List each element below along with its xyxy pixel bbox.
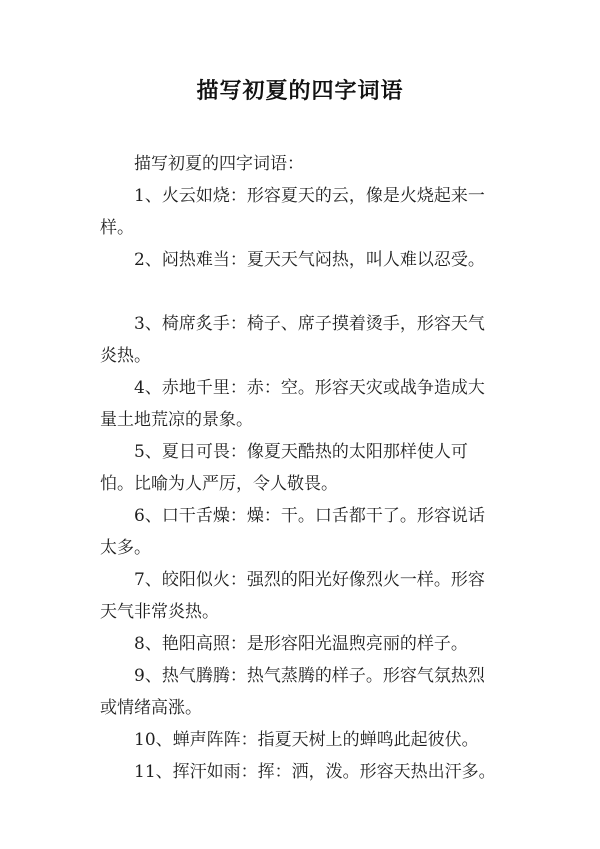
document-body [100,148,500,788]
list-item-1: 1、火云如烧：形容夏天的云，像是火烧起来一样。 [100,186,485,238]
list-item-4: 4、赤地千里：赤：空。形容天灾或战争造成大量土地荒凉的景象。 [100,378,485,430]
intro-paragraph: 描写初夏的四字词语： [134,154,304,174]
list-item-3: 3、椅席炙手：椅子、席子摸着烫手，形容天气炎热。 [100,314,485,366]
list-item-2: 2、闷热难当：夏天天气闷热，叫人难以忍受。 [134,250,485,270]
list-item-8: 8、艳阳高照：是形容阳光温煦亮丽的样子。 [134,634,468,654]
list-item-10: 10、蝉声阵阵：指夏天树上的蝉鸣此起彼伏。 [134,730,479,750]
list-item-7: 7、皎阳似火：强烈的阳光好像烈火一样。形容天气非常炎热。 [100,570,485,622]
list-item-5: 5、夏日可畏：像夏天酷热的太阳那样使人可怕。比喻为人严厉，令人敬畏。 [100,442,468,494]
list-item-9: 9、热气腾腾：热气蒸腾的样子。形容气氛热烈或情绪高涨。 [100,666,485,718]
list-item-11: 11、挥汗如雨：挥：洒，泼。形容天热出汗多。 [134,762,496,782]
document-title: 描写初夏的四字词语 [196,79,404,104]
list-item-6: 6、口干舌燥：燥：干。口舌都干了。形容说话太多。 [100,506,485,558]
